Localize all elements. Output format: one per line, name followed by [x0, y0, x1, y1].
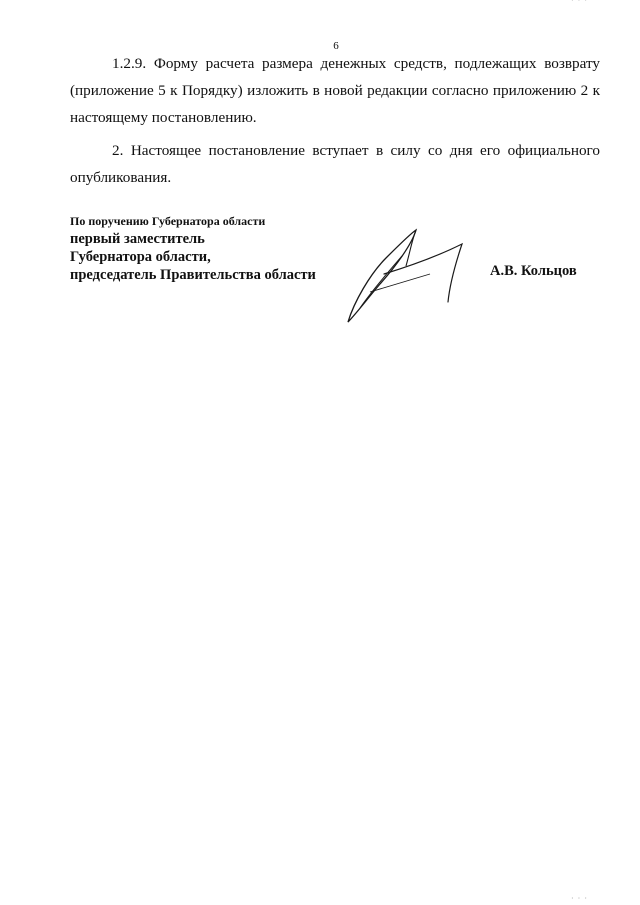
document-body: [70, 50, 600, 197]
scan-corner-mark-bottom: · · ·: [571, 894, 588, 903]
handwritten-signature: [340, 222, 480, 326]
paragraph-item-1-2-9: 1.2.9. Форму расчета размера денежных средств, подлежащих возврату (приложение 5 к Порядку) изложить в новой редакции согласно приложению 2 к настоящему постановлению.: [70, 55, 600, 126]
signature-block: [70, 212, 316, 284]
signature-position-line-3: председатель Правительства области: [70, 267, 316, 283]
signature-position-line-2: Губернатора области,: [70, 249, 211, 265]
paragraph-item-2: 2. Настоящее постановление вступает в силу со дня его официального опубликования.: [70, 142, 600, 186]
scan-corner-mark: · · ·: [571, 0, 588, 5]
page-number: 6: [333, 40, 339, 52]
signature-authority-line: По поручению Губернатора области: [70, 214, 266, 228]
signer-name: А.В. Кольцов: [490, 263, 577, 279]
signature-position-line-1: первый заместитель: [70, 231, 205, 247]
